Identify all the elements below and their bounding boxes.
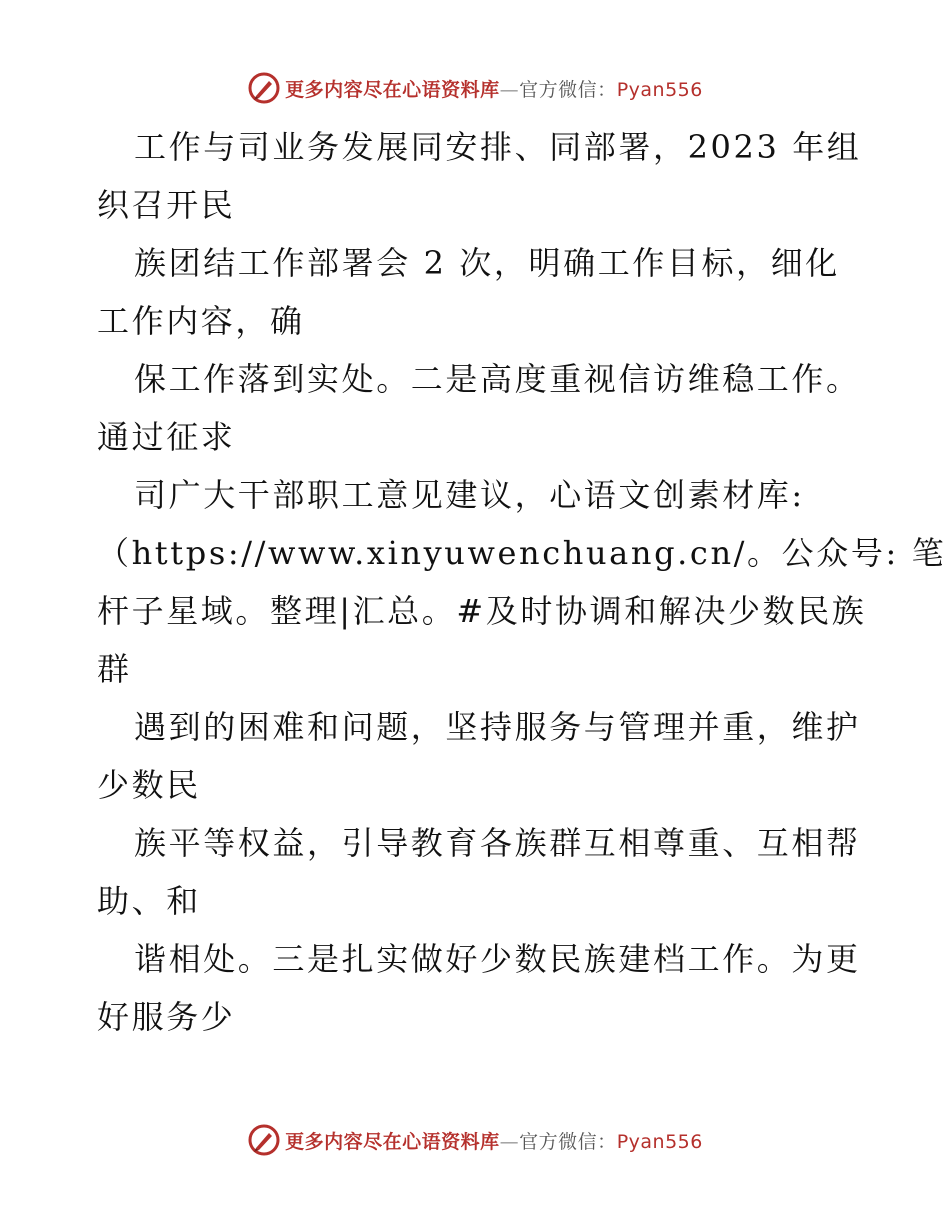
text-line: 好服务少 <box>97 998 236 1036</box>
text-line: （https://www.xinyuwenchuang.cn/。公众号: 笔 <box>97 534 947 572</box>
banner-contact-label: 官方微信： <box>519 1130 617 1153</box>
pen-logo-icon <box>247 1123 281 1157</box>
text-line: 族团结工作部署会 2 次，明确工作目标，细化 <box>134 244 840 282</box>
text-line: 族平等权益，引导教育各族群互相尊重、互相帮 <box>134 824 861 862</box>
document-body <box>97 118 947 1046</box>
text-line: 群 <box>97 650 132 688</box>
text-line: 司广大干部职工意见建议，心语文创素材库: <box>134 476 805 514</box>
text-line: 保工作落到实处。二是高度重视信访维稳工作。 <box>134 360 861 398</box>
text-line: 助、和 <box>97 882 201 920</box>
banner-contact-id: Pyan556 <box>616 78 703 101</box>
text-line: 织召开民 <box>97 186 236 224</box>
footer-banner <box>0 1120 950 1160</box>
header-banner <box>0 68 950 108</box>
text-line: 谐相处。三是扎实做好少数民族建档工作。为更 <box>134 940 861 978</box>
text-line: 工作内容，确 <box>97 302 305 340</box>
text-line: 少数民 <box>97 766 201 804</box>
banner-site-name: 更多内容尽在心语资料库 <box>285 1130 500 1153</box>
banner-dash: — <box>499 78 520 101</box>
text-line: 遇到的困难和问题，坚持服务与管理并重，维护 <box>134 708 861 746</box>
banner-dash: — <box>499 1130 520 1153</box>
pen-logo-icon <box>247 71 281 105</box>
text-line: 工作与司业务发展同安排、同部署，2023 年组 <box>134 128 862 166</box>
banner-site-name: 更多内容尽在心语资料库 <box>285 78 500 101</box>
text-line: 杆子星域。整理|汇总。#及时协调和解决少数民族 <box>97 592 867 630</box>
text-line: 通过征求 <box>97 418 236 456</box>
banner-contact-label: 官方微信： <box>519 78 617 101</box>
banner-contact-id: Pyan556 <box>616 1130 703 1153</box>
